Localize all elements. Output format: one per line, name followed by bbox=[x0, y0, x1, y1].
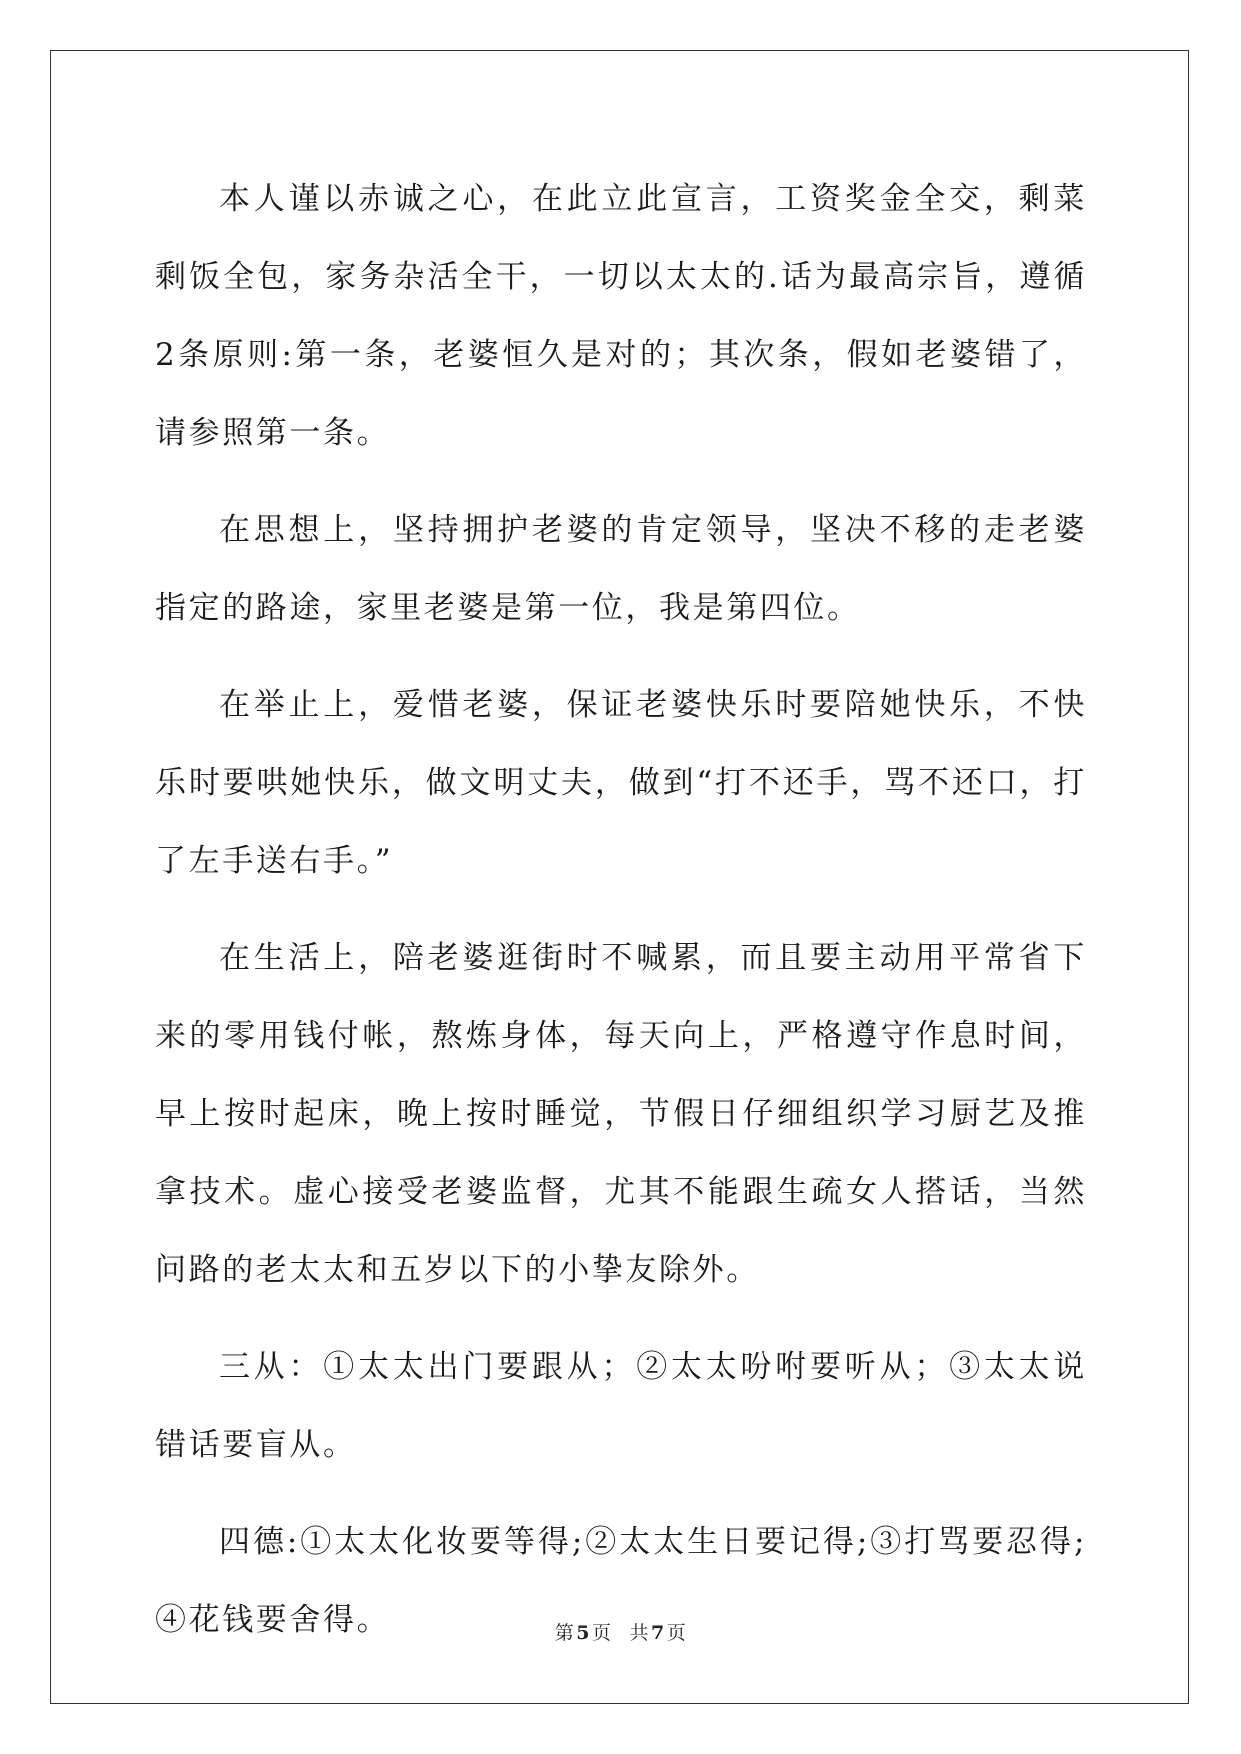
page-footer bbox=[0, 1618, 1241, 1645]
paragraph-four-virtues: 四德:①太太化妆要等得;②太太生日要记得;③打骂要忍得;④花钱要舍得。 bbox=[155, 1524, 1087, 1638]
paragraph-life: 在生活上，陪老婆逛街时不喊累，而且要主动用平常省下来的零用钱付帐，熬炼身体，每天向上，严格遵守作息时间，早上按时起床，晚上按时睡觉，节假日仔细组织学习厨艺及推拿技术。虚心接受老婆监督，尤其不能跟生疏女人搭话，当然问路的老太太和五岁以下的小挚友除外。 bbox=[155, 940, 1087, 1288]
paragraph-thought: 在思想上，坚持拥护老婆的肯定领导，坚决不移的走老婆指定的路途，家里老婆是第一位，我是第四位。 bbox=[155, 512, 1087, 626]
page-number-prefix: 第 bbox=[554, 1622, 575, 1644]
paragraph-behavior: 在举止上，爱惜老婆，保证老婆快乐时要陪她快乐，不快乐时要哄她快乐，做文明丈夫，做到“打不还手，骂不还口，打了左手送右手。” bbox=[155, 687, 1087, 879]
page-total-prefix: 共 bbox=[629, 1622, 650, 1644]
page-number-suffix: 页 bbox=[591, 1622, 612, 1644]
document-body bbox=[155, 160, 1087, 1678]
paragraph-pledge: 本人谨以赤诚之心，在此立此宣言，工资奖金全交，剩菜剩饭全包，家务杂活全干，一切以太太的.话为最高宗旨，遵循2条原则:第一条，老婆恒久是对的；其次条，假如老婆错了，请参照第一条。 bbox=[155, 181, 1087, 451]
page-total-count: 7 bbox=[651, 1622, 665, 1644]
page-total-suffix: 页 bbox=[666, 1622, 687, 1644]
paragraph-three-obediences: 三从：①太太出门要跟从；②太太吩咐要听从；③太太说错话要盲从。 bbox=[155, 1349, 1087, 1463]
page-number-current: 5 bbox=[576, 1622, 590, 1644]
